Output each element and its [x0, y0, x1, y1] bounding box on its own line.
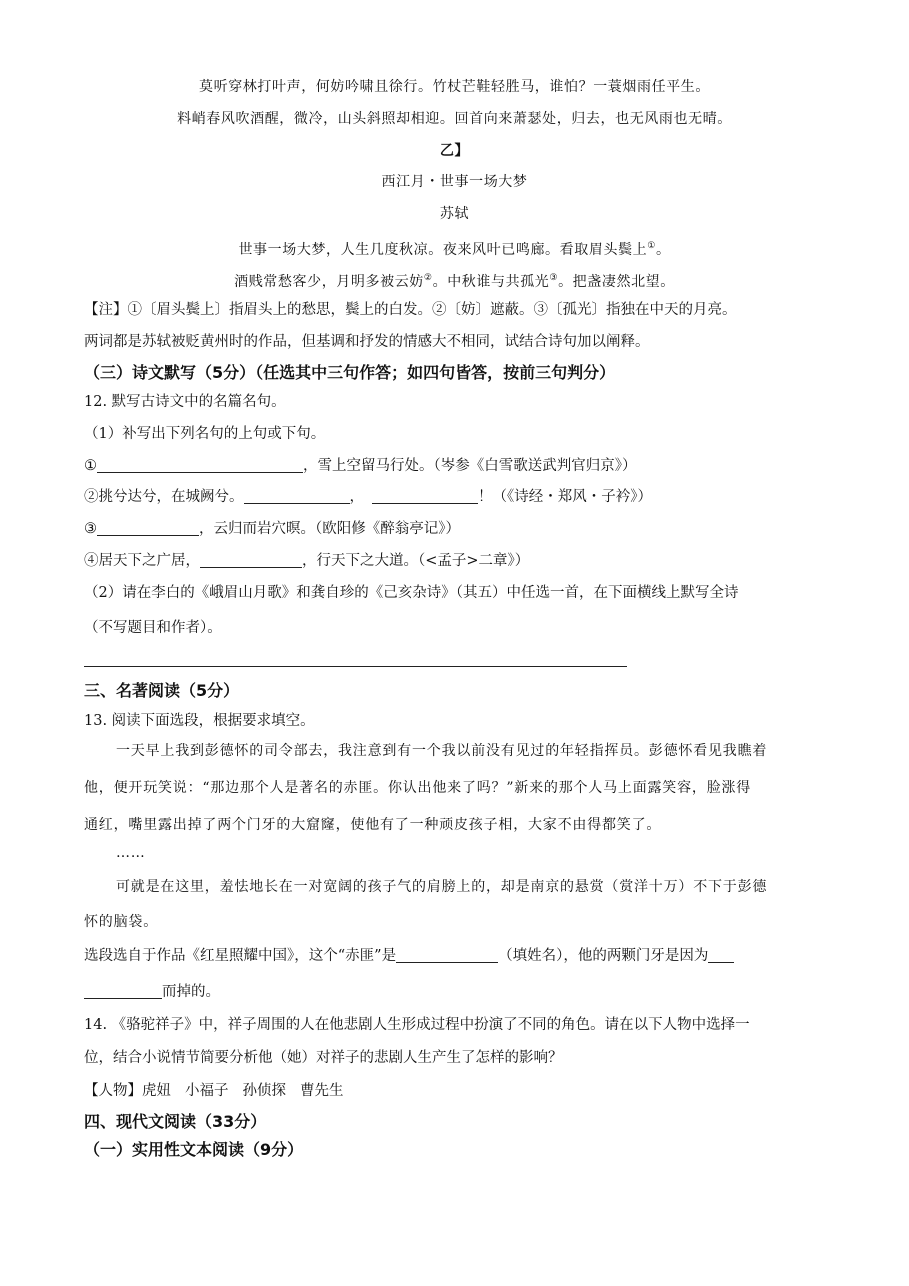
excerpt-line-5: 怀的脑袋。: [84, 914, 158, 930]
q12-item-2: [84, 487, 652, 507]
footnote-ref-2: ②: [423, 273, 433, 283]
section-four-heading: 四、现代文阅读（33分）: [84, 1112, 267, 1131]
fill-mid: （填姓名），他的两颗门牙是因为: [498, 948, 709, 964]
item-3-text: ，云归而岩穴暝。（欧阳修《醉翁亭记》）: [199, 521, 460, 537]
q14-characters: [84, 1081, 344, 1101]
answer-blank-2a[interactable]: [244, 487, 350, 504]
q12-title: 12. 默写古诗文中的名篇名句。: [84, 394, 286, 410]
character-3: 孙侦探: [242, 1083, 286, 1099]
answer-blank-name[interactable]: [396, 946, 498, 963]
excerpt-ellipsis: ……: [116, 845, 146, 861]
q13-title: 13. 阅读下面选段，根据要求填空。: [84, 713, 315, 729]
q12-part1: （1）补写出下列名句的上句或下句。: [84, 426, 326, 442]
section-3-heading: （三）诗文默写（5分）（任选其中三句作答；如四句皆答，按前三句判分）: [84, 363, 616, 382]
section-four-subheading: （一）实用性文本阅读（9分）: [84, 1140, 304, 1159]
poem-b-line-2-c: 。把盏凄然北望。: [558, 274, 675, 290]
poem-a-line-2: 料峭春风吹酒醒，微冷，山头斜照却相迎。回首向来萧瑟处，归去，也无风雨也无晴。: [177, 111, 732, 127]
answer-blank-reason[interactable]: [84, 982, 162, 999]
footnote-ref-3: ③: [549, 273, 559, 283]
item-1-text: ，雪上空留马行处。（岑参《白雪歌送武判官归京》）: [303, 458, 637, 474]
q12-item-3: [84, 519, 460, 539]
section-three-heading: 三、名著阅读（5分）: [84, 681, 240, 700]
answer-blank-3[interactable]: [97, 519, 199, 536]
character-1: 虎妞: [142, 1083, 171, 1099]
q14-line-2: 位，结合小说情节简要分析他（她）对祥子的悲剧人生产生了怎样的影响？: [84, 1050, 563, 1066]
poem-b-author: 苏轼: [439, 206, 470, 222]
footnote: 【注】①〔眉头鬓上〕指眉头上的愁思，鬓上的白发。②〔妨〕遮蔽。③〔孤光〕指独在中天的月亮。: [84, 302, 737, 318]
excerpt-line-3: 通红，嘴里露出掉了两个门牙的大窟窿，使他有了一种顽皮孩子相，大家不由得都笑了。: [84, 817, 662, 833]
q12-part2-line-1: （2）请在李白的《峨眉山月歌》和龚自珍的《己亥杂诗》（其五）中任选一首，在下面横线上默写全诗: [84, 585, 739, 601]
item-4-end: ，行天下之大道。（<孟子>二章》）: [302, 553, 530, 569]
poem-b-line-2-b: 。中秋谁与共孤光: [432, 274, 550, 290]
answer-blank-2b[interactable]: [372, 487, 478, 504]
q13-fill-line-2: [84, 982, 220, 1002]
fill-pre: 选段选自于作品《红星照耀中国》，这个“赤匪”是: [84, 948, 397, 964]
character-2: 小福子: [185, 1083, 229, 1099]
q12-item-1: [84, 456, 637, 476]
answer-blank-1[interactable]: [97, 456, 303, 473]
poem-b-line-2-a: 酒贱常愁客少，月明多被云妨: [234, 274, 424, 290]
q11-prompt: 两词都是苏轼被贬黄州时的作品，但基调和抒发的情感大不相同，试结合诗句加以阐释。: [84, 334, 650, 350]
q12-item-4: [84, 551, 529, 571]
item-3-number: ③: [84, 521, 97, 537]
item-4-pre: ④居天下之广居，: [84, 553, 200, 569]
answer-line[interactable]: [84, 666, 627, 667]
answer-blank-reason-start[interactable]: [708, 946, 734, 963]
poem-b-line-1-end: 。: [655, 242, 671, 258]
poem-b-line-2: [0, 268, 909, 292]
fill-end: 而掉的。: [162, 984, 220, 1000]
excerpt-line-1: 一天早上我到彭德怀的司令部去，我注意到有一个我以前没有见过的年轻指挥员。彭德怀看见我瞧着: [116, 743, 768, 759]
item-1-number: ①: [84, 458, 97, 474]
footnote-ref-1: ①: [647, 241, 656, 251]
poem-b-line-1: [0, 236, 909, 260]
poem-b-marker: 乙】: [439, 143, 470, 159]
poem-b-title: 西江月・世事一场大梦: [381, 174, 528, 190]
item-2-end: ！（《诗经・郑风・子衿》）: [478, 489, 652, 505]
q12-part2-line-2: （不写题目和作者）。: [84, 620, 222, 636]
excerpt-line-4: 可就是在这里，羞怯地长在一对宽阔的孩子气的肩膀上的，却是南京的悬赏（赏洋十万）不下于彭德: [116, 879, 768, 895]
q14-line-1: 14. 《骆驼祥子》中，祥子周围的人在他悲剧人生形成过程中扮演了不同的角色。请在以下人物中选择一: [84, 1017, 750, 1033]
q13-fill-line: [84, 946, 734, 966]
excerpt-line-2: 他，便开玩笑说：“那边那个人是著名的赤匪。你认出他来了吗？”新来的那个人马上面露笑容，脸涨得: [84, 780, 752, 796]
answer-blank-4[interactable]: [200, 551, 302, 568]
item-2-mid: ，: [349, 489, 364, 505]
poem-b-line-1-text: 世事一场大梦，人生几度秋凉。夜来风叶已鸣廊。看取眉头鬓上: [238, 242, 648, 258]
poem-a-line-1: 莫听穿林打叶声，何妨吟啸且徐行。竹杖芒鞋轻胜马，谁怕？一蓑烟雨任平生。: [199, 79, 710, 95]
item-2-pre: ②挑兮达兮，在城阙兮。: [84, 489, 244, 505]
character-4: 曹先生: [300, 1083, 344, 1099]
characters-label: 【人物】: [84, 1083, 142, 1099]
